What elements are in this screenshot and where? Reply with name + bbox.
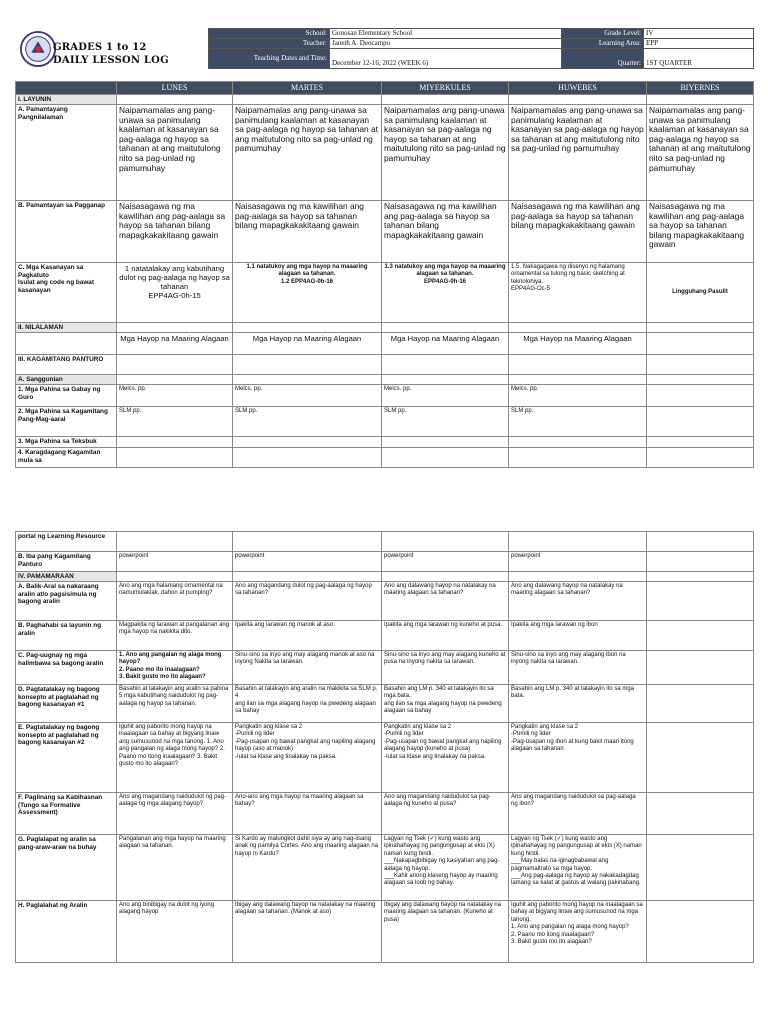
table-row [16, 685, 754, 723]
cell-martes: Ibigay ang dalawang hayop na natalakay na maaring alagaan sa tahanan. (Manok at aso) [233, 901, 382, 963]
lesson-log-page-2 [15, 531, 753, 963]
lesson-log-page-1 [15, 28, 753, 468]
row-label: H. Paglalahat ng Aralin [16, 901, 117, 963]
grade-label: Grade Level: [562, 29, 644, 39]
day-martes: MARTES [233, 82, 382, 95]
cell-martes: 1.1 natatukoy ang mga hayop na maaaring alagaan sa tahanan. 1.2 EPP4AG-0h-16 [233, 263, 382, 323]
cell-biyernes [647, 723, 754, 793]
cell-lunes: Naisasagawa ng ma kawilihan ang pag-aalaga sa hayop sa tahanan bilang mapagkakakitaang gawain [117, 201, 233, 263]
teacher-value: Janeth A. Deocampo [330, 39, 562, 49]
cell-lunes: Pangalanan ang mga hayop na maaring alagaan sa tahanan. [117, 835, 233, 901]
cell-martes: Melcs. pp. [233, 385, 382, 407]
document-header [15, 28, 753, 81]
table-row [16, 835, 754, 901]
row-label: 4. Karagdagang Kagamitan mula sa [16, 448, 117, 468]
deped-seal-icon [19, 30, 57, 68]
day-huwebes: HUWEBES [509, 82, 647, 95]
cell-huwebes: Lagyan ng Tsek (✓) kung wasto ang ipinahahayag ng pangungusap at ekis (X) naman kung hindi. ___May balas na iginagbabawal ang pagmamaltrato sa mga hayop. ___Ang pag-aalaga ng hayop ay nakakadagdag lamang sa kalat at gastos at walang pakinabang. [509, 835, 647, 901]
cell-martes: Naisasagawa ng ma kawilihan ang pag-aalaga sa hayop sa tahanan bilang mapagkakakitaang gawain [233, 201, 382, 263]
table-row [16, 651, 754, 685]
cell-miyerkules: Basahin ang LM p. 340 at talakayin ito sa mga bata. ang ilan sa mga alagang hayop na pwedeng alagaan sa bahay [382, 685, 509, 723]
quarter-value: 1ST QUARTER [644, 49, 754, 69]
title-line-1: GRADES 1 to 12 [53, 42, 147, 53]
grade-value: IV [644, 29, 754, 39]
cell-lunes: powerpoint [117, 552, 233, 572]
cell-biyernes [647, 385, 754, 407]
cell-miyerkules: Sinu-sino sa inyo ang may alagang kuneho at pusa na inyong nakita sa larawan. [382, 651, 509, 685]
cell-martes: SLM pp. [233, 407, 382, 437]
cell-martes: powerpoint [233, 552, 382, 572]
row-label: E. Pagtatalakay ng bagong konsepto at paglalahad ng bagong kasanayan #2 [16, 723, 117, 793]
cell-huwebes: Sinu-sino sa inyo ang may alagang ibon na inyong nakita sa larawan. [509, 651, 647, 685]
cell-lunes: Melcs. pp. [117, 385, 233, 407]
cell-biyernes [647, 582, 754, 621]
section-nilalaman [16, 323, 754, 333]
cell-biyernes [647, 835, 754, 901]
cell-biyernes: Lingguhang Pasulit [647, 263, 754, 323]
row-label: B. Iba pang Kagamitang Panturo [16, 552, 117, 572]
row-label: C. Mga Kasanayan sa Pagkatuto Isulat ang code ng bawat kasanayan [16, 263, 117, 323]
cell-martes: Ano ang magandang dulot ng pag-aalaga ng hayop sa tahanan? [233, 582, 382, 621]
cell-miyerkules: 1.3 natatukoy ang mga hayop na maaaring alagaan sa tahanan. EPP4AG-0h-16 [382, 263, 509, 323]
table-row [16, 793, 754, 835]
table-row [16, 448, 754, 468]
section-pamamaraan [16, 572, 754, 582]
document-title [53, 41, 169, 67]
table-row [16, 552, 754, 572]
day-header-blank [16, 82, 117, 95]
cell-huwebes: Ipakita ang mga larawan ng ibon [509, 621, 647, 651]
row-label: A. Balik-Aral sa nakaraang aralin at/o pagsisimula ng bagong aralin [16, 582, 117, 621]
cell-martes: Basahin at talakayin ang aralin na makikita sa SLM p. 4 ang ilan sa mga alagang hayop na pwedeng alagaan sa bahay [233, 685, 382, 723]
teacher-label: Teacher: [209, 39, 330, 49]
cell-miyerkules: SLM pp. [382, 407, 509, 437]
header-info-table [208, 28, 754, 69]
table-row [16, 901, 754, 963]
row-label: C. Pag-uugnay ng mga halimbawa sa bagong aralin [16, 651, 117, 685]
cell-lunes: Magpakita ng larawan at pangalanan ang mga hayop na nakikita dito. [117, 621, 233, 651]
cell-miyerkules: Ipakita ang mga larawan ng kuneho at pusa. [382, 621, 509, 651]
cell-miyerkules: powerpoint [382, 552, 509, 572]
cell-martes: Si Kardo ay malungkot dahil siya ay ang nag-iisang anak ng pamilya Cortes. Ano ang maaring alagaan na hayop ni Kardo? [233, 835, 382, 901]
row-label: 1. Mga Pahina sa Gabay ng Guro [16, 385, 117, 407]
section-label: A. Sanggunian [16, 375, 117, 385]
row-label: D. Pagtatalakay ng bagong konsepto at paglalahad ng bagong kasanayan #1 [16, 685, 117, 723]
table-row [16, 263, 754, 323]
cell-martes: Ipakita ang larawan ng manok at aso. [233, 621, 382, 651]
day-lunes: LUNES [117, 82, 233, 95]
day-header-row [16, 82, 754, 95]
cell-huwebes: Iguhit ang paborito mong hayop na inaalagaan sa bahay at bigyang linaw ang sumusunod na mga tanong. 1. Ano ang pangalan ng alaga mong hayop? 2. Paano mo itong inaalagaan? 3. Bakit gusto mo ito alagaan? [509, 901, 647, 963]
cell-huwebes: SLM pp. [509, 407, 647, 437]
area-label: Learning Area: [562, 39, 644, 49]
cell-lunes: Mga Hayop na Maaring Alagaan [117, 333, 233, 355]
cell-biyernes [647, 407, 754, 437]
cell-miyerkules: Ano ang dalawang hayop na natalakay na maaring alagaan sa tahanan? [382, 582, 509, 621]
cell-lunes: Naipamamalas ang pang-unawa sa panimulang kaalaman at kasanayan sa pag-aalaga ng hayop sa tahanan at ang maitutulong nito sa pag-unlad ng pamumuhay [117, 105, 233, 201]
cell-lunes: Ano ang binibigay na dulot ng iyong alagang hayop [117, 901, 233, 963]
cell-huwebes: Naipamamalas ang pang-unawa sa panimulang kaalaman at kasanayan sa pag-aalaga ng hayop sa tahanan at ang maitutulong nito sa pag-unlad ng pamumuhay [509, 105, 647, 201]
section-label: III. KAGAMITANG PANTURO [16, 355, 117, 375]
cell-biyernes [647, 333, 754, 355]
table-row [16, 385, 754, 407]
cell-lunes: SLM pp. [117, 407, 233, 437]
table-row [16, 105, 754, 201]
cell-huwebes: 1.5. Nakagagawa ng disenyo ng halamang ornamental sa tulong ng basic sketching at teknolohiya. EPP4AG-Oc-5 [509, 263, 647, 323]
cell-biyernes [647, 651, 754, 685]
cell-huwebes: Basahin ang LM p. 340 at talakayin ito sa mga bata. [509, 685, 647, 723]
cell-huwebes: Pangkatin ang klase sa 2 -Pumili ng lider -Pag-usapan ng ibon at kung bakit maari itong alagaan sa tahanan [509, 723, 647, 793]
cell-martes: Pangkatin ang klase sa 2 -Pumili ng lider -Pag-usapan ng bawat pangkat ang napiling alagang hayop (aso at manok) -Iulat sa klase ang tinalakay na paksa. [233, 723, 382, 793]
title-line-2: DAILY LESSON LOG [53, 55, 169, 66]
section-layunin [16, 95, 754, 105]
cell-miyerkules: Mga Hayop na Maaring Alagaan [382, 333, 509, 355]
cell-miyerkules: Lagyan ng Tsek (✓) kung wasto ang ipinahahayag ng pangungusap at ekis (X) naman kung hindi. ___Nakapagbibigay ng kasiyahan ang pag-aalaga ng hayop. ___Kahit anong klaseng hayop ay maaring alagaan sa loob ng bahay. [382, 835, 509, 901]
lesson-table-page-2 [15, 531, 754, 963]
quarter-label: Quarter: [562, 49, 644, 69]
cell-martes: Mga Hayop na Maaring Alagaan [233, 333, 382, 355]
cell-lunes: 1. Ano ang pangalan ng alaga mong hayop? 2. Paano mo ito inaalagaan? 3. Bakit gusto mo ito alagaan? [117, 651, 233, 685]
cell-miyerkules: Melcs. pp. [382, 385, 509, 407]
section-label: II. NILALAMAN [16, 323, 117, 333]
cell-lunes: 1 natatalakay ang kabutihang dulot ng pag-aalaga ng hayop sa tahanan EPP4AG-0h-15 [117, 263, 233, 323]
cell-lunes: Basahin at talakayin ang aralin sa pahina 5 mga kabutihang naidudulot ng pag-aalaga ng hayop sa tahanan. [117, 685, 233, 723]
row-label: portal ng Learning Resource [16, 532, 117, 552]
cell-huwebes: Mga Hayop na Maaring Alagaan [509, 333, 647, 355]
cell-biyernes [647, 552, 754, 572]
cell-martes: Ano-ano ang mga hayop na maaring alagaan sa bahay? [233, 793, 382, 835]
cell-biyernes [647, 901, 754, 963]
school-value: Gonosan Elementary School [330, 29, 562, 39]
table-row [16, 333, 754, 355]
row-label: G. Paglalapat ng aralin sa pang-araw-araw na buhay [16, 835, 117, 901]
table-row [16, 355, 754, 375]
day-biyernes: BIYERNES [647, 82, 754, 95]
row-label: B. Paghahabi sa layunin ng aralin [16, 621, 117, 651]
cell-miyerkules: Pangkatin ang klase sa 2 -Pumili ng lider -Pag-usapan ng bawat pangkat ang napiling alagang hayop (kuneho at pusa) -Iulat sa klase ang tinalakay na paksa. [382, 723, 509, 793]
cell-miyerkules: Naipamamalas ang pang-unawa sa panimulang kaalaman at kasanayan sa pag-aalaga ng hayop sa tahanan at ang maitutulong nito sa pag-unlad ng pamumuhay [382, 105, 509, 201]
cell-biyernes [647, 793, 754, 835]
cell-lunes: Iguhit ang paborito mong hayop na inaalagaan sa bahay at bigyang linaw ang sumusunod na mga tanong. 1. Ano ang pangalan ng alaga mong hayop? 2. Paano mo itong inaalagaan? 3. Bakit gusto mo ito alagaan? [117, 723, 233, 793]
day-miyerkules: MIYERKULES [382, 82, 509, 95]
table-row [16, 621, 754, 651]
section-label: I. LAYUNIN [16, 95, 117, 105]
table-row [16, 201, 754, 263]
row-label: A. Pamantayang Pangnilalaman [16, 105, 117, 201]
cell-biyernes [647, 621, 754, 651]
cell-biyernes: Naipamamalas ang pang-unawa sa panimulang kaalaman at kasanayan sa pag-aalaga ng hayop sa tahanan at ang maitutulong nito sa pag-unlad ng pamumuhay [647, 105, 754, 201]
cell-huwebes: Naisasagawa ng ma kawilihan ang pag-aalaga sa hayop sa tahanan bilang mapagkakakitaang gawain [509, 201, 647, 263]
row-label: B. Pamantayan sa Pagganap [16, 201, 117, 263]
cell-biyernes: Naisasagawa ng ma kawilihan ang pag-aalaga sa hayop sa tahanan bilang mapagkakakitaang gawain [647, 201, 754, 263]
cell-miyerkules: Ano ang magandang naidudulot sa pag-aalaga ng kuneho at pusa? [382, 793, 509, 835]
lesson-table-page-1 [15, 81, 754, 468]
row-label: F. Paglinang sa Kabihasnan (Tungo sa Formative Assessment) [16, 793, 117, 835]
table-row [16, 437, 754, 448]
cell-martes: Naipamamalas ang pang-unawa sa panimulang kaalaman at kasanayan sa pag-aalaga ng hayop sa tahanan at ang maitutulong nito sa pag-unlad ng pamumuhay [233, 105, 382, 201]
section-sanggunian [16, 375, 754, 385]
cell-huwebes: Ano ang magandang naidudulot sa pag-aalaga ng ibon? [509, 793, 647, 835]
cell-biyernes [647, 685, 754, 723]
dates-label: Teaching Dates and Time: [209, 49, 330, 69]
cell-martes: Sinu-sino sa inyo ang may alagang manok at aso na inyong Nakita sa larawan. [233, 651, 382, 685]
cell-miyerkules: Naisasagawa ng ma kawilihan ang pag-aalaga sa hayop sa tahanan bilang mapagkakakitaang gawain [382, 201, 509, 263]
cell-lunes: Ano ang magandang naidudulot ng pag-aalaga ng mga alagang hayop? [117, 793, 233, 835]
cell-huwebes: Ano ang dalawang hayop na natalakay na maaring alagaan sa tahanan? [509, 582, 647, 621]
section-label: IV. PAMAMARAAN [16, 572, 117, 582]
dates-value: December 12-16, 2022 (WEEK 6) [330, 49, 562, 69]
cell-lunes: Ano ang mga halamang ornamental na namumulaklak, dahon at pumping? [117, 582, 233, 621]
table-row [16, 532, 754, 552]
row-label: 2. Mga Pahina sa Kagamitang Pang-Mag-aaral [16, 407, 117, 437]
table-row [16, 407, 754, 437]
cell-huwebes: powerpoint [509, 552, 647, 572]
cell-miyerkules: Ibigay ang dalawang hayop na natalakay na maaring alagaan sa tahanan. (Kuneho at pusa) [382, 901, 509, 963]
row-label: 3. Mga Pahina sa Teksbuk [16, 437, 117, 448]
table-row [16, 582, 754, 621]
school-label: School: [209, 29, 330, 39]
table-row [16, 723, 754, 793]
area-value: EPP [644, 39, 754, 49]
cell-huwebes: Melcs. pp. [509, 385, 647, 407]
